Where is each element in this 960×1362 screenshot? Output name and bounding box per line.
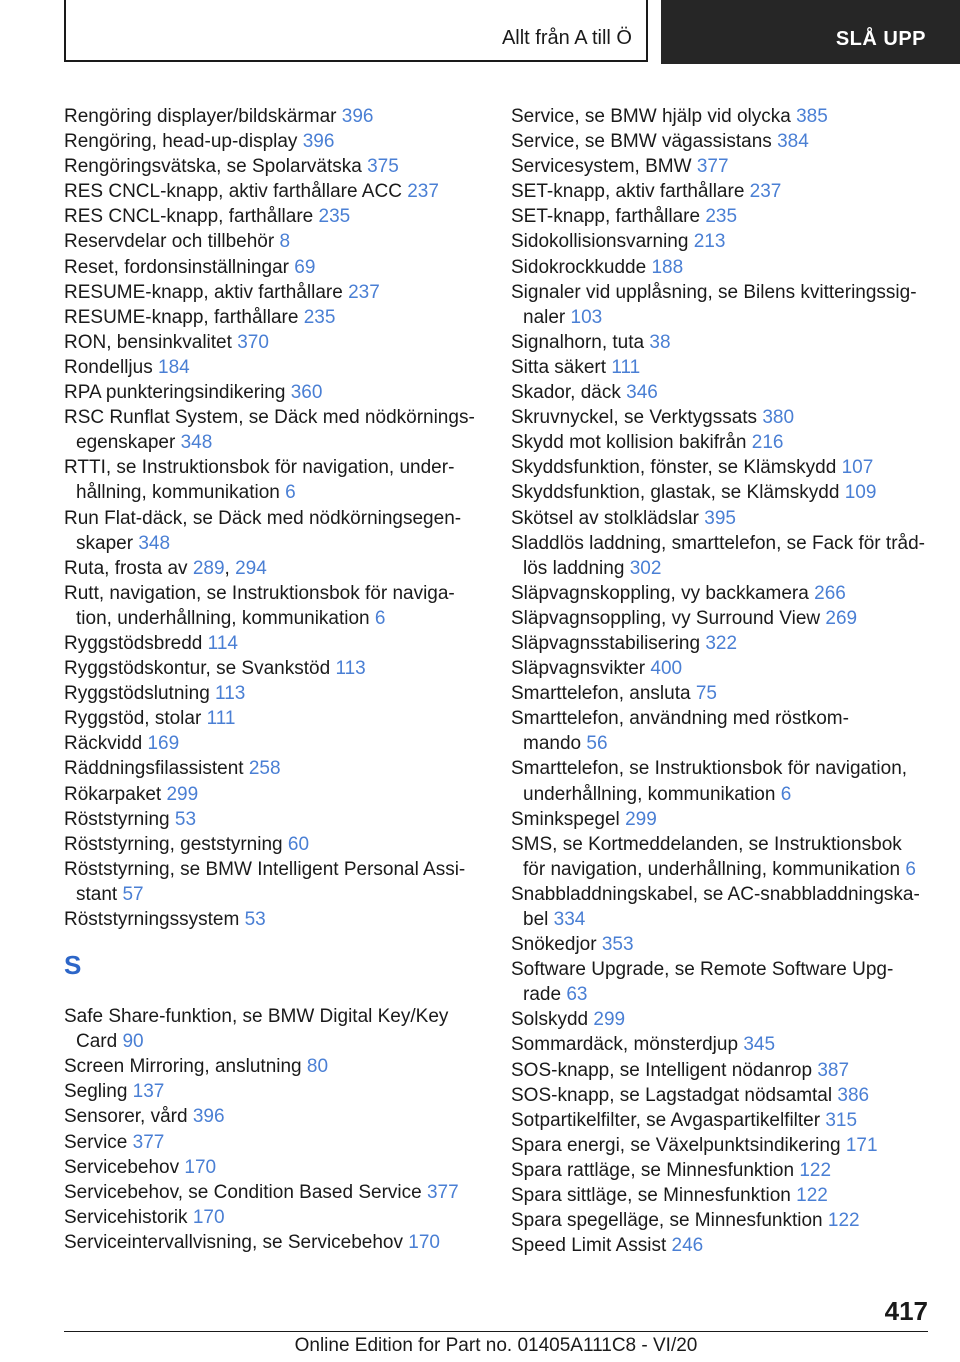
index-entry-text: Släpvagnskoppling, vy backkamera xyxy=(511,582,809,604)
index-entry-text: Rondelljus xyxy=(64,356,153,378)
page-reference-link[interactable]: 69 xyxy=(294,256,316,278)
page-reference-link[interactable]: 322 xyxy=(705,632,738,654)
index-column-right xyxy=(511,104,931,1258)
page-reference-link[interactable]: 6 xyxy=(905,858,916,880)
page-reference-link[interactable]: 237 xyxy=(348,281,380,303)
page-reference-link[interactable]: 107 xyxy=(841,457,874,479)
index-entry-text: SET-knapp, aktiv farthållare xyxy=(511,181,745,203)
index-entry xyxy=(64,1054,484,1079)
page-reference-link[interactable]: 63 xyxy=(566,984,588,1006)
index-entry-text: Skydd mot kollision bakifrån xyxy=(511,432,747,454)
index-entry xyxy=(511,706,931,756)
index-entry xyxy=(511,581,931,606)
index-entry xyxy=(511,179,931,204)
page-reference-link[interactable]: 299 xyxy=(166,783,199,805)
index-list-r xyxy=(64,104,484,932)
index-entry xyxy=(511,957,931,1007)
index-entry-text: Rengöring, head-up-display xyxy=(64,131,298,153)
index-entry-text: Röststyrning, geststyrning xyxy=(64,833,283,855)
page-reference-link[interactable]: 360 xyxy=(290,382,323,404)
index-entry xyxy=(64,455,484,505)
index-entry xyxy=(64,506,484,556)
index-entry xyxy=(511,1083,931,1108)
index-entry-text: Servicesystem, BMW xyxy=(511,156,692,178)
index-entry-text: Sitta säkert xyxy=(511,356,607,378)
page-reference-link[interactable]: 377 xyxy=(696,156,729,178)
page-reference-link[interactable]: 346 xyxy=(626,382,658,404)
index-entry-text: Spara sittläge, se Minnesfunktion xyxy=(511,1185,791,1207)
index-entry xyxy=(511,681,931,706)
index-list-s-right xyxy=(511,104,931,1258)
page-reference-link[interactable]: 375 xyxy=(367,156,399,178)
index-entry-text: Ruta, frosta av xyxy=(64,557,188,579)
index-entry xyxy=(511,882,931,932)
page-reference-link[interactable]: 334 xyxy=(553,909,586,930)
index-entry xyxy=(64,229,484,254)
page-reference-link[interactable]: 258 xyxy=(248,758,281,780)
index-entry-text: Snabbladdningskabel, se AC-snabbladdningska‐ bel xyxy=(511,883,920,930)
index-entry-text: Sensorer, vård xyxy=(64,1106,188,1128)
index-entry-text: Röststyrning xyxy=(64,808,170,830)
index-entry-text: Släpvagnsvikter xyxy=(511,658,646,680)
page-reference-link[interactable]: 269 xyxy=(825,607,858,629)
index-entry xyxy=(511,355,931,380)
index-entry xyxy=(64,330,484,355)
a-to-z-tab[interactable] xyxy=(64,0,648,62)
index-entry-text: Spara rattläge, se Minnesfunktion xyxy=(511,1159,795,1181)
index-entry xyxy=(511,531,931,581)
index-entry-text: Sidokrockkudde xyxy=(511,256,647,278)
page-reference-link[interactable]: 315 xyxy=(825,1109,858,1131)
index-entry xyxy=(511,807,931,832)
page-reference-link[interactable]: 235 xyxy=(318,206,351,228)
index-entry xyxy=(64,656,484,681)
page-reference-link[interactable]: 294 xyxy=(235,557,267,579)
index-entry xyxy=(64,782,484,807)
index-entry-text: Segling xyxy=(64,1081,128,1103)
index-entry-text: Röststyrningssystem xyxy=(64,909,240,930)
page-reference-link[interactable]: 396 xyxy=(302,131,335,153)
index-entry-text: SMS, se Kortmeddelanden, se Instruktionsbok för navigation, underhållning, kommunikation xyxy=(511,833,902,880)
index-entry xyxy=(64,154,484,179)
index-entry-text: RON, bensinkvalitet xyxy=(64,331,232,353)
index-entry xyxy=(64,280,484,305)
index-entry xyxy=(64,305,484,330)
index-entry xyxy=(64,255,484,280)
index-entry xyxy=(64,1205,484,1230)
index-entry xyxy=(511,631,931,656)
footer-divider xyxy=(64,1331,928,1332)
page-reference-link[interactable]: 170 xyxy=(192,1206,225,1228)
index-entry-text: Snökedjor xyxy=(511,934,597,956)
index-entry xyxy=(64,129,484,154)
index-entry xyxy=(64,405,484,455)
page-reference-link[interactable]: 385 xyxy=(796,106,828,127)
index-entry xyxy=(64,832,484,857)
index-entry xyxy=(511,255,931,280)
index-entry-text: Smarttelefon, användning med röstkom‐ mando xyxy=(511,708,849,755)
page-reference-link[interactable]: 396 xyxy=(341,106,374,127)
page-reference-link[interactable]: 246 xyxy=(671,1235,704,1257)
page-reference-link[interactable]: 345 xyxy=(743,1034,776,1056)
index-entry-text: Sminkspegel xyxy=(511,808,620,830)
index-entry xyxy=(511,1007,931,1032)
index-entry-text: RSC Runflat System, se Däck med nödkörnings‐ egenskaper xyxy=(64,407,475,454)
index-entry-text: Ryggstödslutning xyxy=(64,683,210,705)
index-entry-text: Solskydd xyxy=(511,1009,589,1031)
page-reference-link[interactable]: 38 xyxy=(649,331,671,353)
page-reference-link[interactable]: 137 xyxy=(132,1081,165,1103)
index-entry-text: Sladdlös laddning, smarttelefon, se Fack för tråd‐ lös laddning xyxy=(511,532,925,579)
page-reference-link[interactable]: 114 xyxy=(207,632,238,654)
index-entry xyxy=(64,631,484,656)
index-entry xyxy=(511,1058,931,1083)
index-entry xyxy=(511,480,931,505)
page-reference-link[interactable]: 237 xyxy=(407,181,439,203)
index-entry-text: Reset, fordonsinställningar xyxy=(64,256,289,278)
index-entry xyxy=(64,756,484,781)
footer-edition-text: Online Edition for Part no. 01405A111C8 - VI/20 xyxy=(294,1335,698,1356)
index-entry-text: Släpvagnsstabilisering xyxy=(511,632,701,654)
page-reference-link[interactable]: 213 xyxy=(693,231,726,253)
index-entry xyxy=(511,204,931,229)
page-reference-link[interactable]: 113 xyxy=(335,658,366,680)
page-reference-link[interactable]: 289 xyxy=(192,557,225,579)
index-entry-text: Rutt, navigation, se Instruktionsbok för naviga‐ tion, underhållning, kommunikation xyxy=(64,582,455,629)
index-entry-text: RESUME-knapp, aktiv farthållare xyxy=(64,281,343,303)
page-reference-link[interactable]: 6 xyxy=(780,783,792,805)
page-reference-link[interactable]: 122 xyxy=(827,1210,860,1232)
page-reference-link[interactable]: 53 xyxy=(244,909,266,930)
page-reference-link[interactable]: 384 xyxy=(777,131,809,153)
index-entry-text: Ryggstöd, stolar xyxy=(64,708,202,730)
index-entry xyxy=(511,330,931,355)
page-reference-link[interactable]: 53 xyxy=(174,808,197,830)
index-entry xyxy=(511,455,931,480)
page-reference-link[interactable]: 387 xyxy=(817,1059,850,1081)
index-entry xyxy=(64,907,484,932)
index-entry xyxy=(64,355,484,380)
page-reference-link[interactable]: 111 xyxy=(611,356,641,378)
page-reference-link[interactable]: 302 xyxy=(629,557,662,579)
index-entry-text: Skyddsfunktion, fönster, se Klämskydd xyxy=(511,457,837,479)
index-entry xyxy=(64,1130,484,1155)
index-entry xyxy=(64,179,484,204)
index-entry xyxy=(64,1004,484,1054)
index-entry-text: Service, se BMW hjälp vid olycka xyxy=(511,106,791,127)
index-entry-text: Spara spegelläge, se Minnesfunktion xyxy=(511,1210,823,1232)
index-column-left xyxy=(64,104,484,1255)
index-entry xyxy=(64,1180,484,1205)
index-entry-text: Skyddsfunktion, glastak, se Klämskydd xyxy=(511,482,840,504)
page-reference-link[interactable]: 235 xyxy=(705,206,738,228)
index-entry-text: Släpvagnsoppling, vy Surround View xyxy=(511,607,821,629)
index-entry xyxy=(511,1108,931,1133)
index-entry-text: Speed Limit Assist xyxy=(511,1235,667,1257)
index-entry-text: RPA punkteringsindikering xyxy=(64,382,286,404)
page-reference-link[interactable]: 216 xyxy=(751,432,784,454)
index-entry xyxy=(511,154,931,179)
index-entry-text: Screen Mirroring, anslutning xyxy=(64,1056,302,1078)
index-entry-text: Sommardäck, mönsterdjup xyxy=(511,1034,739,1056)
index-entry-text: Skötsel av stolklädslar xyxy=(511,507,699,529)
index-entry-text: Skruvnyckel, se Verktygssats xyxy=(511,407,758,429)
index-entry xyxy=(64,1104,484,1129)
index-entry xyxy=(64,807,484,832)
index-list-s-left xyxy=(64,1004,484,1255)
page-reference-link[interactable]: 386 xyxy=(837,1084,870,1106)
page-reference-link[interactable]: 400 xyxy=(650,658,683,680)
index-entry xyxy=(511,932,931,957)
page-reference-link[interactable]: 56 xyxy=(586,733,608,755)
page-reference-link[interactable]: 113 xyxy=(215,683,246,705)
index-entry-text: SOS-knapp, se Lagstadgat nödsamtal xyxy=(511,1084,833,1106)
page-reference-link[interactable]: 377 xyxy=(426,1181,459,1203)
index-entry-text: Service xyxy=(64,1131,128,1153)
page-reference-link[interactable]: 103 xyxy=(570,306,603,328)
index-entry-text: Service, se BMW vägassistans xyxy=(511,131,772,153)
index-entry-text: Rengöringsvätska, se Spolarvätska xyxy=(64,156,362,178)
index-entry-text: Skador, däck xyxy=(511,382,621,404)
page-reference-link[interactable]: 370 xyxy=(237,331,269,353)
page-reference-link[interactable]: 90 xyxy=(122,1031,144,1053)
page-reference-link[interactable]: 188 xyxy=(651,256,684,278)
index-entry-text: SOS-knapp, se Intelligent nödanrop xyxy=(511,1059,813,1081)
page-reference-link[interactable]: 122 xyxy=(799,1159,832,1181)
index-entry xyxy=(511,606,931,631)
page-reference-link[interactable]: 171 xyxy=(845,1134,878,1156)
index-entry-text: Software Upgrade, se Remote Software Upg‐ rade xyxy=(511,959,894,1006)
page-reference-link[interactable]: 75 xyxy=(695,683,717,705)
index-entry xyxy=(64,581,484,631)
page-number: 417 xyxy=(884,1296,928,1326)
top-navigation-bar xyxy=(64,0,960,64)
index-entry-text: Smarttelefon, se Instruktionsbok för navigation, underhållning, kommunikation xyxy=(511,758,908,805)
page-reference-link[interactable]: 299 xyxy=(625,808,657,830)
page-reference-link[interactable]: 235 xyxy=(303,306,336,328)
index-entry-text: RESUME-knapp, farthållare xyxy=(64,306,299,328)
index-entry-text: Servicebehov xyxy=(64,1156,180,1178)
index-entry xyxy=(511,280,931,330)
index-entry xyxy=(511,756,931,806)
index-entry-text: Räddningsfilassistent xyxy=(64,758,244,780)
index-entry xyxy=(64,731,484,756)
index-entry xyxy=(511,656,931,681)
index-entry xyxy=(64,1079,484,1104)
index-entry xyxy=(511,1208,931,1233)
page-reference-link[interactable]: 170 xyxy=(408,1231,440,1253)
index-entry xyxy=(511,229,931,254)
page-reference-link[interactable]: 396 xyxy=(192,1106,225,1128)
index-entry-text: Safe Share-funktion, se BMW Digital Key/Key Card xyxy=(64,1006,449,1053)
index-entry-text: Signalhorn, tuta xyxy=(511,331,645,353)
section-letter: S xyxy=(64,950,82,981)
page-reference-link[interactable]: 348 xyxy=(180,432,213,454)
index-entry-text: SET-knapp, farthållare xyxy=(511,206,701,228)
page-reference-link[interactable]: 170 xyxy=(184,1156,217,1178)
index-entry-text: RES CNCL-knapp, farthållare xyxy=(64,206,314,228)
page-reference-link[interactable]: 237 xyxy=(749,181,782,203)
index-entry xyxy=(64,681,484,706)
index-entry-text: Rengöring displayer/bildskärmar xyxy=(64,106,337,127)
index-entry-text: Servicehistorik xyxy=(64,1206,188,1228)
index-entry xyxy=(64,204,484,229)
look-up-tab-label[interactable]: SLÅ UPP xyxy=(835,28,926,50)
page-reference-link[interactable]: 377 xyxy=(132,1131,165,1153)
page-reference-link[interactable]: 6 xyxy=(374,607,386,629)
index-entry xyxy=(64,857,484,907)
index-entry-text: Rökarpaket xyxy=(64,783,162,805)
index-entry xyxy=(511,1183,931,1208)
index-entry-text: Ryggstödskontur, se Svankstöd xyxy=(64,658,331,680)
page-reference-link[interactable]: 111 xyxy=(206,708,236,730)
index-entry xyxy=(511,104,931,129)
index-entry-text: Räckvidd xyxy=(64,733,143,755)
page-reference-link[interactable]: 353 xyxy=(601,934,634,956)
index-entry xyxy=(511,430,931,455)
index-entry xyxy=(511,380,931,405)
index-entry-text: Run Flat-däck, se Däck med nödkörningsegen‐ skaper xyxy=(64,507,462,554)
page-reference-link[interactable]: 348 xyxy=(138,532,171,554)
page-reference-link[interactable]: 6 xyxy=(285,482,296,504)
index-entry-text: Sotpartikelfilter, se Avgaspartikelfilter xyxy=(511,1109,821,1131)
index-entry-text: Sidokollisionsvarning xyxy=(511,231,689,253)
index-entry xyxy=(511,129,931,154)
index-entry: Ruta, frosta av 289, 294 xyxy=(64,557,267,579)
page-reference-link[interactable]: 266 xyxy=(814,582,846,604)
index-entry xyxy=(511,832,931,882)
index-entry-text: Signaler vid upplåsning, se Bilens kvitteringssig‐ naler xyxy=(511,281,917,328)
look-up-tab[interactable] xyxy=(661,0,960,64)
index-entry-text: RTTI, se Instruktionsbok för navigation, under‐ hållning, kommunikation xyxy=(64,457,455,504)
page-reference-link[interactable]: 80 xyxy=(306,1056,329,1078)
page-reference-link[interactable]: 299 xyxy=(593,1009,626,1031)
index-entry xyxy=(511,1032,931,1057)
index-entry-text: Spara energi, se Växelpunktsindikering xyxy=(511,1134,841,1156)
index-entry-text: Serviceintervallvisning, se Servicebehov xyxy=(64,1231,403,1253)
index-entry xyxy=(64,1155,484,1180)
index-entry-text: RES CNCL-knapp, aktiv farthållare ACC xyxy=(64,181,402,203)
index-entry xyxy=(64,380,484,405)
index-entry xyxy=(511,1158,931,1183)
index-entry xyxy=(64,104,484,129)
page-reference-link[interactable]: 57 xyxy=(122,883,144,905)
page-reference-link[interactable]: 380 xyxy=(762,407,795,429)
index-entry xyxy=(64,1230,484,1255)
index-entry xyxy=(64,706,484,731)
page-reference-link[interactable]: 184 xyxy=(158,356,190,378)
page-reference-link[interactable]: 169 xyxy=(147,733,180,755)
index-entry-text: Ryggstödsbredd xyxy=(64,632,203,654)
index-entry xyxy=(511,405,931,430)
index-entry xyxy=(511,1133,931,1158)
index-entry-text: Servicebehov, se Condition Based Service xyxy=(64,1181,422,1203)
page-reference-link[interactable]: 395 xyxy=(704,507,736,529)
page-reference-link[interactable]: 109 xyxy=(844,482,877,504)
index-entry-text: Smarttelefon, ansluta xyxy=(511,683,691,705)
index-entry-text: Reservdelar och tillbehör xyxy=(64,231,275,253)
index-entry xyxy=(511,1233,931,1258)
index-entry-text: Röststyrning, se BMW Intelligent Personal Assi‐ stant xyxy=(64,858,466,905)
page-reference-link[interactable]: 122 xyxy=(796,1185,828,1207)
page-reference-link[interactable]: 8 xyxy=(279,231,291,253)
page-reference-link[interactable]: 60 xyxy=(287,833,310,855)
a-to-z-tab-label[interactable]: Allt från A till Ö xyxy=(501,27,632,49)
index-entry xyxy=(511,506,931,531)
